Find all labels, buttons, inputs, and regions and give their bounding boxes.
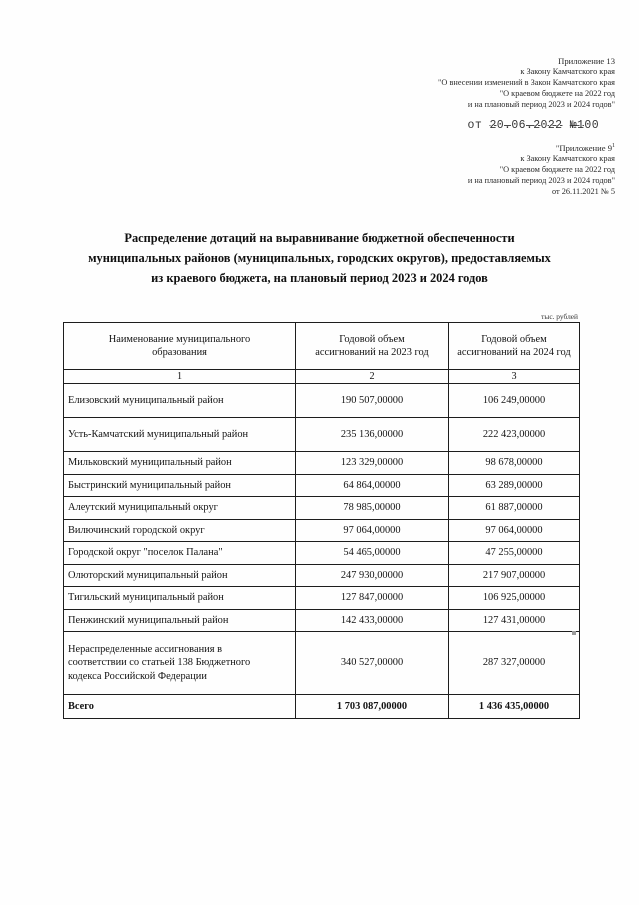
row-value-2023: 54 465,00000	[296, 542, 449, 565]
column-header-name-line-2: образования	[152, 347, 207, 358]
stamp-number-sign: №	[569, 119, 578, 132]
appendix-13-line-4: "О краевом бюджете на 2022 год	[499, 89, 615, 99]
row-name-unallocated	[64, 632, 296, 695]
table-row	[64, 609, 580, 632]
appendix-9-title-text: "Приложение 9	[555, 143, 612, 153]
appendix-13-header	[438, 56, 615, 111]
row-name: Олюторский муниципальный район	[64, 564, 296, 587]
column-header-name	[64, 323, 296, 370]
unallocated-line-1: Нераспределенные ассигнования в	[68, 644, 222, 656]
row-value-2024: 61 887,00000	[449, 497, 580, 520]
column-header-2024-line-1: Годовой объем	[481, 333, 547, 345]
total-value-2024: 1 436 435,00000	[449, 695, 580, 719]
table-row	[64, 384, 580, 418]
table-header-row	[64, 323, 580, 370]
page-title-line-2: муниципальных районов (муниципальных, городских округов), предоставляемых	[88, 251, 551, 266]
table-row	[64, 564, 580, 587]
row-name: Тигильский муниципальный район	[64, 587, 296, 610]
table-row	[64, 418, 580, 452]
appendix-13-line-3: "О внесении изменений в Закон Камчатского края	[438, 78, 615, 88]
column-header-name-line-1: Наименование муниципального	[108, 333, 251, 345]
column-number-1: 1	[64, 370, 296, 384]
row-name: Пенжинский муниципальный район	[64, 609, 296, 632]
row-value-2023: 235 136,00000	[296, 418, 449, 452]
row-value-2024: 63 289,00000	[449, 474, 580, 497]
column-header-2023-line-2: ассигнований на 2023 год	[315, 347, 429, 358]
page-title	[52, 228, 587, 288]
column-number-2: 2	[296, 370, 449, 384]
row-value-2023: 247 930,00000	[296, 564, 449, 587]
appendix-9-line-5: от 26.11.2021 № 5	[552, 187, 615, 197]
allocations-table	[63, 322, 580, 719]
table-row-total	[64, 695, 580, 719]
appendix-13-line-2: к Закону Камчатского края	[520, 67, 615, 77]
table-row	[64, 587, 580, 610]
row-value-2024: 287 327,00000	[449, 632, 580, 695]
column-header-2023-line-1: Годовой объем	[339, 333, 405, 345]
row-value-2023: 190 507,00000	[296, 384, 449, 418]
row-value-2024: 98 678,00000	[449, 452, 580, 475]
appendix-9-line-4: и на плановый период 2023 и 2024 годов"	[467, 176, 615, 186]
row-value-2024: 97 064,00000	[449, 519, 580, 542]
allocations-table-wrapper	[63, 322, 579, 719]
row-value-2023: 97 064,00000	[296, 519, 449, 542]
row-name: Быстринский муниципальный район	[64, 474, 296, 497]
row-value-2023: 142 433,00000	[296, 609, 449, 632]
row-value-2023: 123 329,00000	[296, 452, 449, 475]
row-value-2023: 340 527,00000	[296, 632, 449, 695]
row-value-2023: 78 985,00000	[296, 497, 449, 520]
row-name: Усть-Камчатский муниципальный район	[64, 418, 296, 452]
page-title-line-1: Распределение дотаций на выравнивание бюджетной обеспеченности	[124, 231, 515, 245]
unallocated-line-3: кодекса Российской Федерации	[68, 670, 207, 682]
appendix-13-line-5: и на плановый период 2023 и 2024 годов"	[467, 100, 615, 110]
column-header-2024-line-2: ассигнований на 2024 год	[457, 347, 571, 358]
row-value-2023: 64 864,00000	[296, 474, 449, 497]
table-row-unallocated	[64, 632, 580, 695]
total-label: Всего	[64, 695, 296, 719]
page-title-line-3: из краевого бюджета, на плановый период 2023 и 2024 годов	[151, 271, 488, 286]
appendix-13-line-1: Приложение 13	[558, 56, 615, 66]
row-value-2024: 217 907,00000	[449, 564, 580, 587]
row-name: Мильковский муниципальный район	[64, 452, 296, 475]
appendix-9-line-2: к Закону Камчатского края	[520, 154, 615, 164]
appendix-9-line-1	[468, 143, 615, 154]
row-name: Алеутский муниципальный округ	[64, 497, 296, 520]
scan-artifact-mark	[572, 631, 576, 635]
row-name: Вилючинский городской округ	[64, 519, 296, 542]
row-value-2024: 106 249,00000	[449, 384, 580, 418]
row-name: Елизовский муниципальный район	[64, 384, 296, 418]
table-row	[64, 452, 580, 475]
stamp-number-value: 100	[577, 119, 599, 132]
row-value-2024: 222 423,00000	[449, 418, 580, 452]
stamp-date-value: 20.06.2022	[489, 119, 563, 132]
table-row	[64, 519, 580, 542]
row-value-2023: 127 847,00000	[296, 587, 449, 610]
stamp-date-number	[468, 119, 599, 132]
column-number-3: 3	[449, 370, 580, 384]
total-value-2023: 1 703 087,00000	[296, 695, 449, 719]
appendix-9-header	[468, 143, 615, 198]
stamp-prefix: от	[467, 119, 483, 132]
table-row	[64, 497, 580, 520]
table-row	[64, 542, 580, 565]
row-name: Городской округ "поселок Палана"	[64, 542, 296, 565]
row-value-2024: 47 255,00000	[449, 542, 580, 565]
table-column-numbering-row	[64, 370, 580, 384]
unallocated-line-2: соответствии со статьей 138 Бюджетного	[68, 657, 251, 669]
units-caption: тыс. рублей	[541, 312, 578, 321]
column-header-2024	[449, 323, 580, 370]
table-row	[64, 474, 580, 497]
appendix-9-line-3: "О краевом бюджете на 2022 год	[499, 165, 615, 175]
row-value-2024: 106 925,00000	[449, 587, 580, 610]
column-header-2023	[296, 323, 449, 370]
appendix-9-superscript: 1	[612, 143, 615, 150]
row-value-2024: 127 431,00000	[449, 609, 580, 632]
